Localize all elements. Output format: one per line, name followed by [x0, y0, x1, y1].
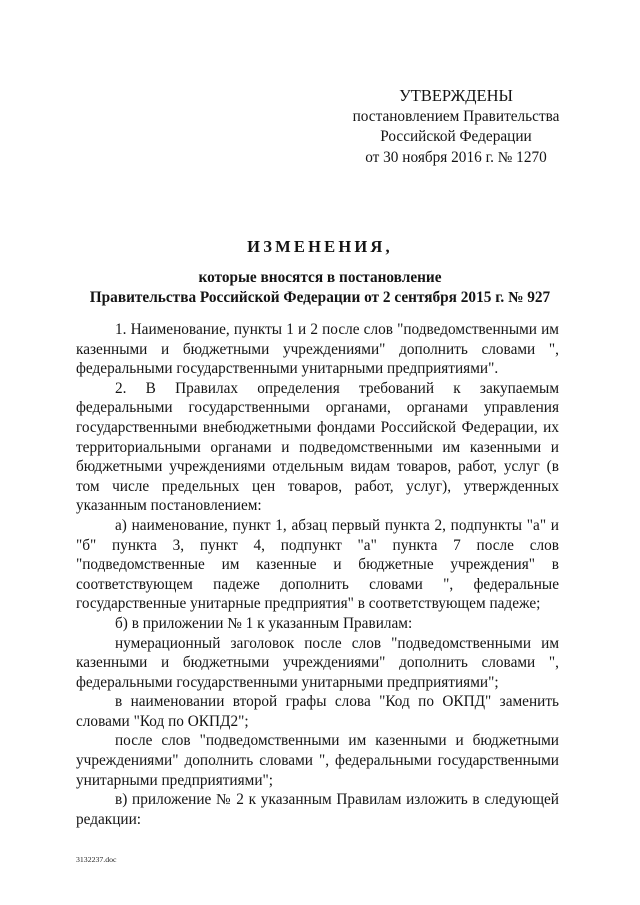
paragraph: в) приложение № 2 к указанным Правилам изложить в следующей редакции: — [76, 791, 559, 828]
approval-line-3: от 30 ноября 2016 г. № 1270 — [365, 148, 547, 166]
paragraph: 2. В Правилах определения требований к закупаемым федеральными государственными органами, органами управления государственными внебюджетными фондами Российской Федерации, их территориальными органами и подведомственными им казенными и бюджетными учреждениями отдельным видам товаров, работ, услуг (в том числе предельных цен товаров, работ, услуг), утвержденных указанным постановлением: — [76, 379, 559, 515]
title-subtitle-1: которые вносятся в постановление — [198, 269, 442, 286]
paragraph: в наименовании второй графы слова "Код по ОКПД" заменить словами "Код по ОКПД2"; — [76, 693, 559, 730]
paragraph: после слов "подведомственными им казенными и бюджетными учреждениями" дополнить словами ", федеральными государственными унитарными предприятиями"; — [76, 732, 559, 789]
approval-block — [340, 86, 572, 168]
approval-line-2: Российской Федерации — [380, 128, 532, 145]
paragraph: 1. Наименование, пункты 1 и 2 после слов "подведомственными им казенными и бюджетными учреждениями" дополнить словами ", федеральными государственными унитарными предприятиями". — [76, 321, 559, 378]
title-main: ИЗМЕНЕНИЯ, — [247, 237, 393, 256]
approval-heading: УТВЕРЖДЕНЫ — [399, 86, 513, 105]
paragraph: б) в приложении № 1 к указанным Правилам: — [115, 614, 413, 632]
document-file-id: 3132237.doc — [76, 855, 117, 864]
document-body — [76, 320, 559, 829]
paragraph: а) наименование, пункт 1, абзац первый пункта 2, подпункты "а" и "б" пункта 3, пункт 4, подпункт "а" пункта 7 после слов "подведомственные им казенные и бюджетные учреждения" в соответствующем падеже дополнить словами ", федеральные государственные унитарные предприятия" в соответствующем падеже; — [76, 516, 559, 613]
title-subtitle-2: Правительства Российской Федерации от 2 сентября 2015 г. № 927 — [89, 288, 551, 306]
paragraph: нумерационный заголовок после слов "подведомственными им казенными и бюджетными учреждениями" дополнить словами ", федеральными государственными унитарными предприятиями"; — [76, 634, 559, 691]
approval-line-1: постановлением Правительства — [352, 107, 560, 125]
document-title — [60, 236, 580, 307]
